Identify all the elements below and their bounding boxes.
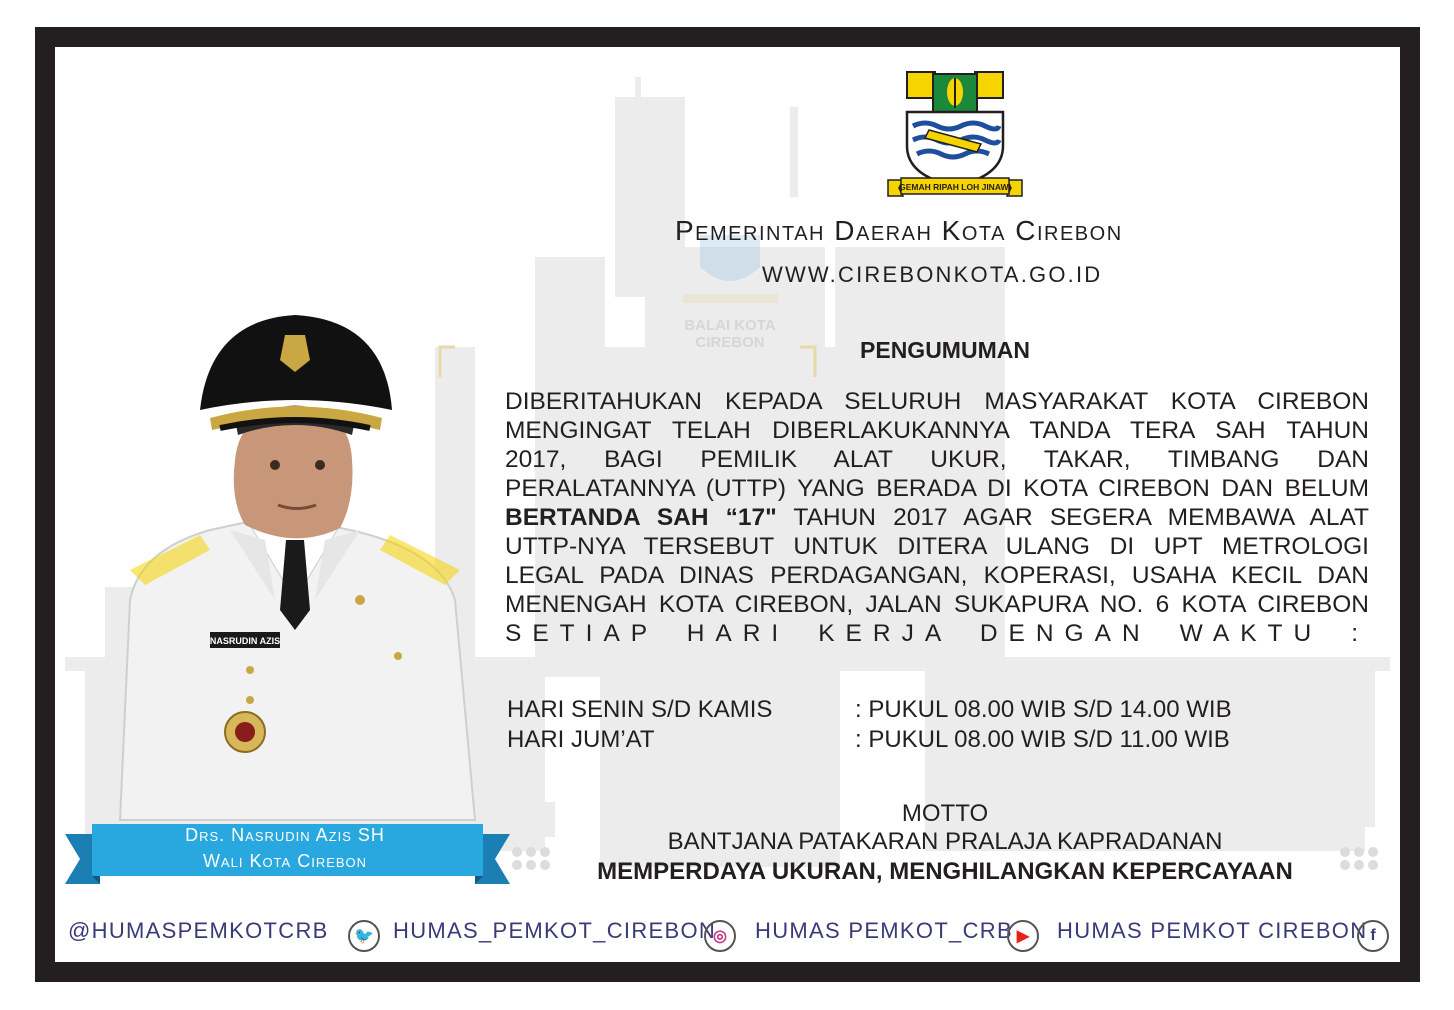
schedule-time: : PUKUL 08.00 WIB S/D 14.00 WIB	[855, 696, 1232, 723]
twitter-handle[interactable]: @HUMASPEMKOTCRB	[68, 918, 329, 943]
announcement-line: UTTP-NYA TERSEBUT UNTUK DITERA ULANG DI UPT METROLOGI	[505, 533, 1369, 560]
announcement-title: PENGUMUMAN	[860, 337, 1030, 363]
org-name: Pemerintah Daerah Kota Cirebon	[675, 215, 1123, 246]
website-url: WWW.CIREBONKOTA.GO.ID	[762, 262, 1103, 287]
announcement-line: SETIAP HARI KERJA DENGAN WAKTU :	[505, 620, 1369, 647]
official-name: Drs. Nasrudin Azis SH	[185, 825, 385, 845]
background-label-2: CIREBON	[695, 334, 765, 351]
official-position: Wali Kota Cirebon	[202, 851, 368, 871]
youtube-icon[interactable]: ▶	[1007, 920, 1039, 952]
name-tag: NASRUDIN AZIS	[209, 636, 281, 646]
motto-block	[545, 800, 1345, 888]
announcement-line	[505, 503, 1369, 532]
motto-main: MEMPERDAYA UKURAN, MENGHILANGKAN KEPERCAYAAN	[597, 858, 1293, 885]
city-emblem-logo	[885, 68, 1025, 198]
background-label-1: BALAI KOTA	[684, 317, 776, 334]
schedule-day: HARI JUM’AT	[507, 726, 655, 753]
announcement-line: 2017, BAGI PEMILIK ALAT UKUR, TAKAR, TIMBANG DAN	[505, 446, 1369, 473]
line-rest: TAHUN 2017 AGAR SEGERA MEMBAWA ALAT	[793, 504, 1369, 531]
instagram-handle[interactable]: HUMAS_PEMKOT_CIREBON	[393, 918, 717, 943]
youtube-handle[interactable]: HUMAS PEMKOT_CRB	[755, 918, 1013, 943]
motto-sub: BANTJANA PATAKARAN PRALAJA KAPRADANAN	[667, 828, 1223, 855]
announcement-line: LEGAL PADA DINAS PERDAGANGAN, KOPERASI, USAHA KECIL DAN	[505, 562, 1369, 589]
announcement-body	[505, 387, 1369, 648]
instagram-icon[interactable]: ◎	[704, 920, 736, 952]
bold-phrase: BERTANDA SAH “17"	[505, 504, 777, 531]
facebook-icon[interactable]: f	[1357, 920, 1389, 952]
twitter-icon[interactable]: 🐦	[348, 920, 380, 952]
emblem-motto: GEMAH RIPAH LOH JINAWI	[899, 182, 1011, 192]
announcement-line: DIBERITAHUKAN KEPADA SELURUH MASYARAKAT KOTA CIREBON	[505, 388, 1369, 415]
motto-label: MOTTO	[901, 800, 989, 827]
schedule-time: : PUKUL 08.00 WIB S/D 11.00 WIB	[855, 726, 1230, 753]
official-portrait	[100, 300, 490, 830]
announcement-line: PERALATANNYA (UTTP) YANG BERADA DI KOTA CIREBON DAN BELUM	[505, 475, 1369, 502]
schedule-day: HARI SENIN S/D KAMIS	[507, 696, 773, 723]
announcement-line: MENGINGAT TELAH DIBERLAKUKANNYA TANDA TERA SAH TAHUN	[505, 417, 1369, 444]
facebook-handle[interactable]: HUMAS PEMKOT CIREBON	[1057, 918, 1368, 943]
announcement-line: MENENGAH KOTA CIREBON, JALAN SUKAPURA NO. 6 KOTA CIREBON	[505, 591, 1369, 618]
